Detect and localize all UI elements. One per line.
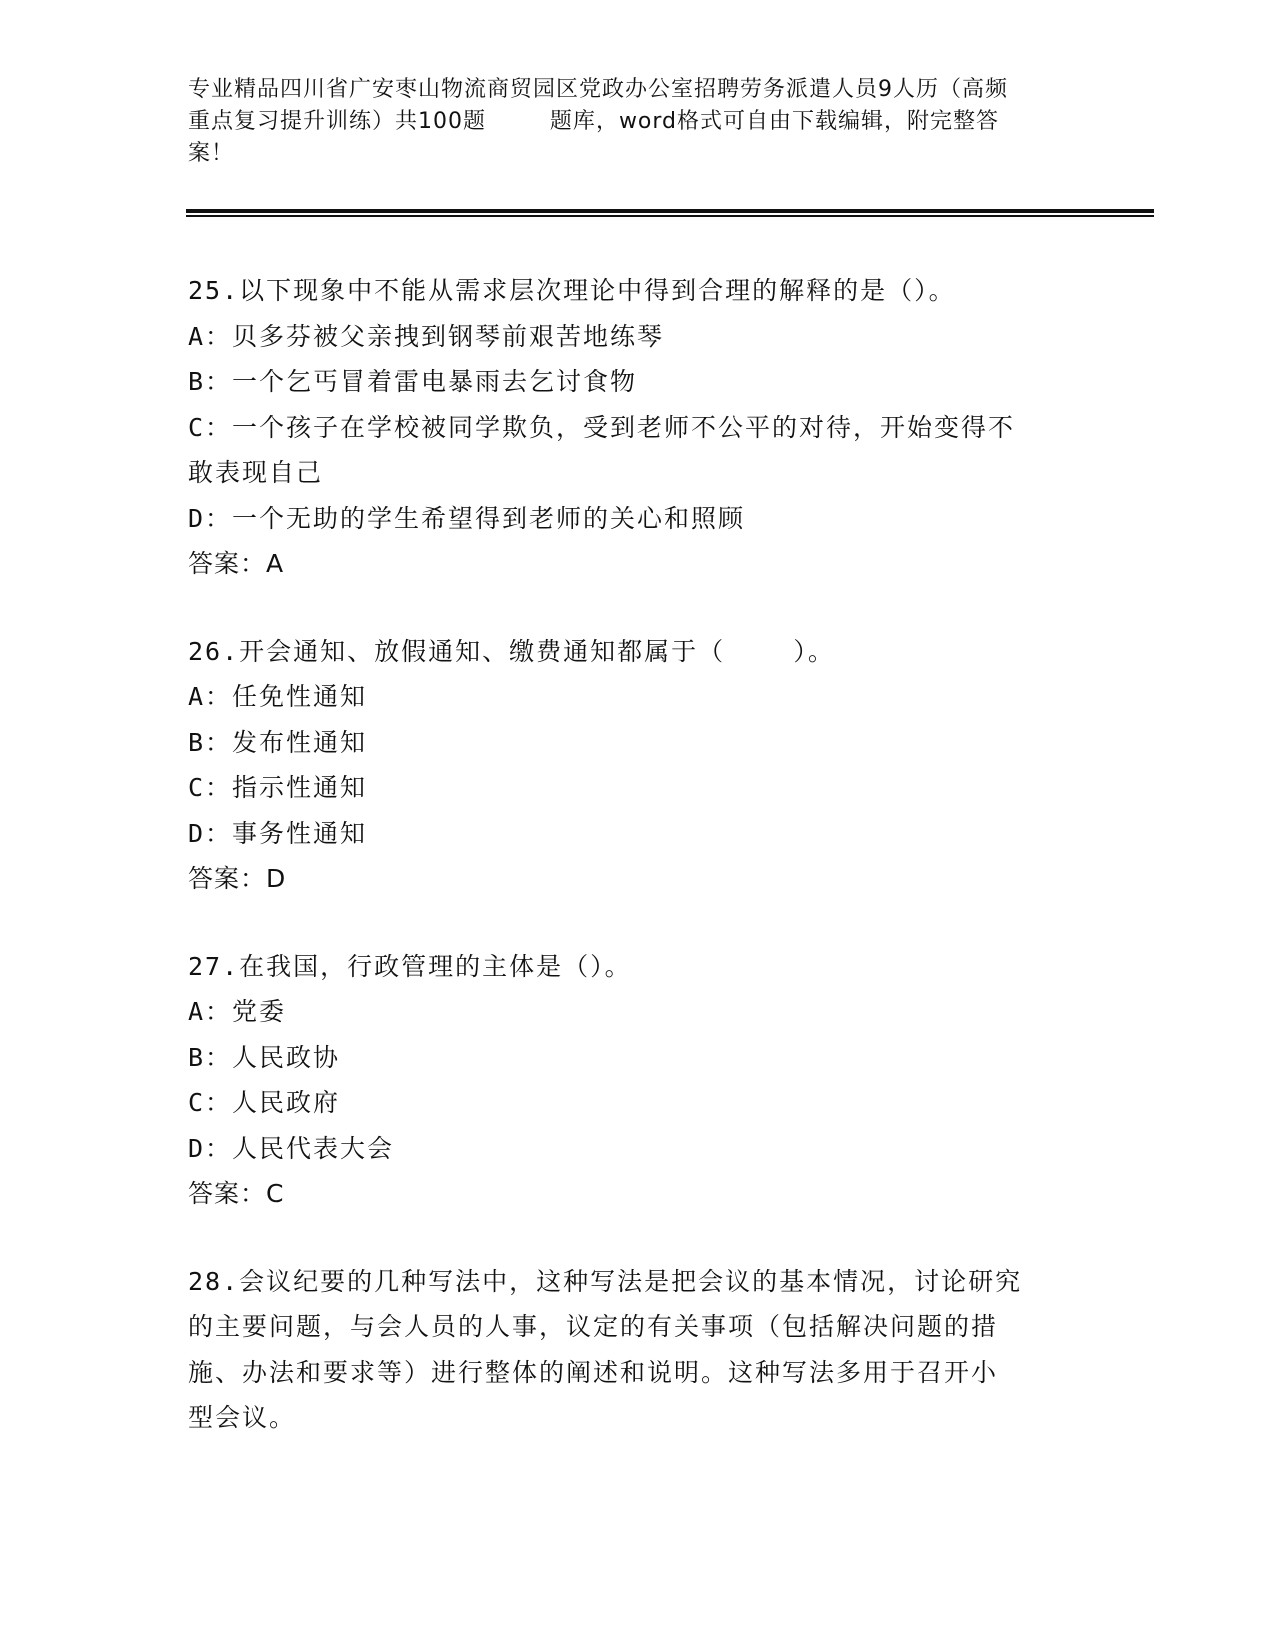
question-stem-line-1: 28.会议纪要的几种写法中，这种写法是把会议的基本情况，讨论研究 (188, 1266, 1023, 1296)
option-c (188, 405, 1088, 496)
question-stem: 25.以下现象中不能从需求层次理论中得到合理的解释的是（）。 (188, 276, 956, 305)
header-divider (186, 209, 1154, 217)
header-divider-thin (186, 215, 1154, 217)
question-stem-line-4: 型会议。 (188, 1403, 297, 1432)
question-stem-line-2: 的主要问题，与会人员的人事，议定的有关事项（包括解决问题的措 (188, 1312, 999, 1341)
question-stem-line-3: 施、办法和要求等）进行整体的阐述和说明。这种写法多用于召开小 (188, 1357, 999, 1387)
option-d: D：人民代表大会 (188, 1133, 395, 1163)
answer-label: 答案：D (188, 864, 287, 893)
option-c: C：指示性通知 (188, 773, 368, 802)
option-b: B：人民政协 (188, 1042, 341, 1072)
answer-label: 答案：A (188, 549, 285, 578)
header-line-3: 案！ (188, 141, 235, 166)
option-d: D：一个无助的学生希望得到老师的关心和照顾 (188, 503, 746, 533)
question-list (188, 268, 1088, 1483)
option-b: B：发布性通知 (188, 727, 368, 757)
header-line-1: 专业精品四川省广安枣山物流商贸园区党政办公室招聘劳务派遣人员9人历（高频 (188, 77, 1008, 102)
option-a: A：贝多芬被父亲拽到钢琴前艰苦地练琴 (188, 321, 665, 351)
header-line-2: 重点复习提升训练）共100题 题库，word格式可自由下载编辑，附完整答 (188, 109, 1000, 134)
option-b: B：一个乞丐冒着雷电暴雨去乞讨食物 (188, 367, 638, 396)
question-26 (188, 629, 1088, 902)
header-divider-thick (186, 209, 1154, 213)
option-c-line-1: C：一个孩子在学校被同学欺负，受到老师不公平的对待，开始变得不 (188, 412, 1016, 442)
question-28 (188, 1259, 1088, 1441)
option-a: A：党委 (188, 997, 287, 1026)
question-25 (188, 268, 1088, 587)
option-d: D：事务性通知 (188, 818, 368, 848)
option-c: C：人民政府 (188, 1088, 341, 1117)
option-a: A：任免性通知 (188, 682, 368, 711)
question-stem: 26.开会通知、放假通知、缴费通知都属于（ ）。 (188, 636, 835, 666)
answer-label: 答案：C (188, 1179, 285, 1208)
question-stem: 27.在我国，行政管理的主体是（）。 (188, 951, 632, 981)
document-header (188, 74, 1088, 170)
option-c-line-2: 敢表现自己 (188, 458, 324, 487)
question-27 (188, 944, 1088, 1217)
